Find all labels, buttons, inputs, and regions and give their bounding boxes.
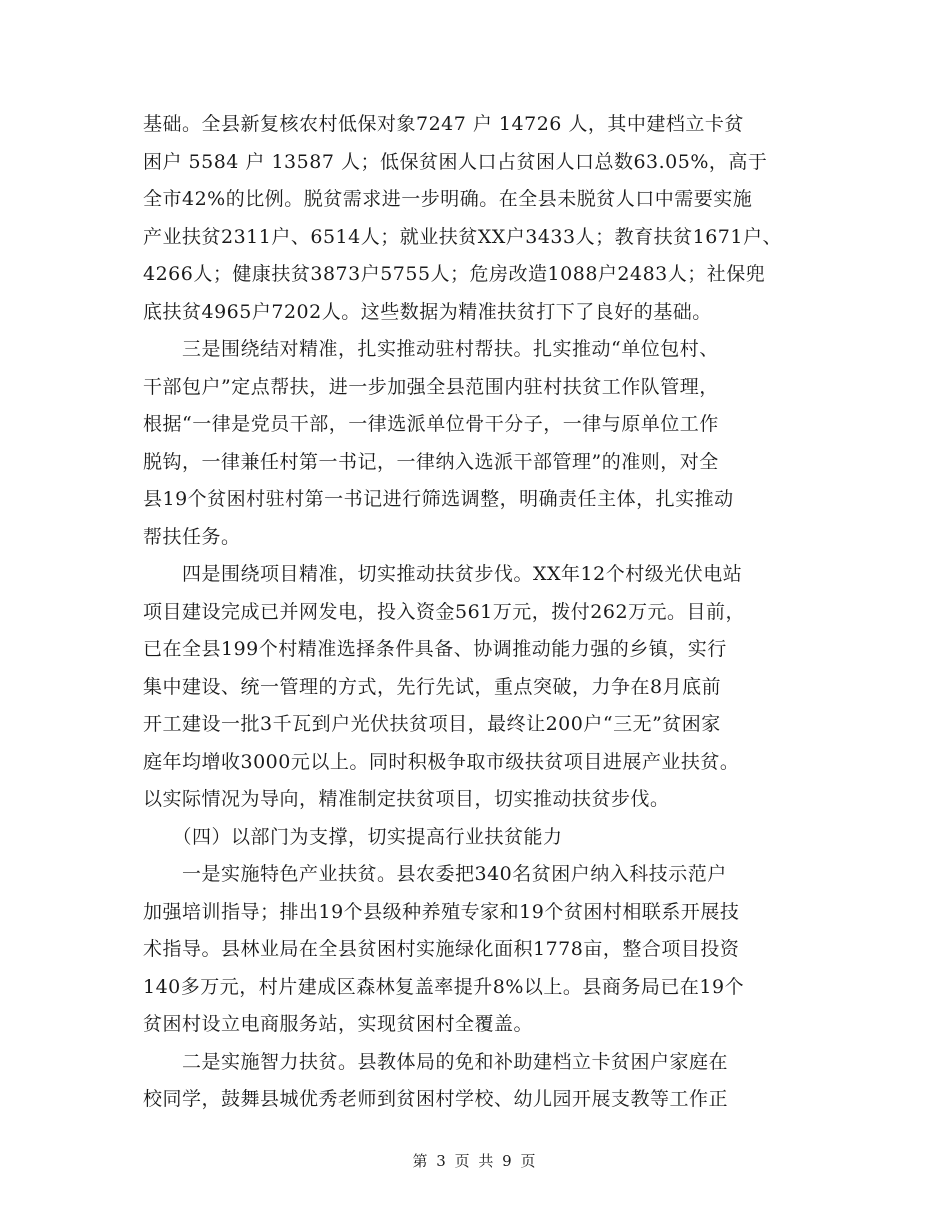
text-line: 术指导。县林业局在全县贫困村实施绿化面积1778亩，整合项目投资 — [143, 938, 740, 960]
text-line: 4266人；健康扶贫3873户5755人；危房改造1088户2483人；社保兜 — [143, 263, 766, 285]
text-line: 集中建设、统一管理的方式，先行先试，重点突破，力争在8月底前 — [143, 675, 722, 698]
text-line: 帮扶任务。 — [143, 525, 241, 548]
page-footer: 第 3 页 共 9 页 — [412, 1152, 538, 1170]
text-line: 三是围绕结对精准，扎实推动驻村帮扶。扎实推动“单位包村、 — [143, 338, 719, 360]
text-line: 基础。全县新复核农村低保对象7247 户 14726 人，其中建档立卡贫 — [143, 113, 744, 135]
text-line: 县19个贫困村驻村第一书记进行筛选调整，明确责任主体，扎实推动 — [143, 488, 734, 510]
text-line: 困户 5584 户 13587 人；低保贫困人口占贫困人口总数63.05%，高于 — [143, 150, 768, 173]
text-line: 已在全县199个村精准选择条件具备、协调推动能力强的乡镇，实行 — [143, 638, 727, 660]
text-line: 140多万元，村片建成区森林复盖率提升8%以上。县商务局已在19个 — [143, 975, 745, 998]
text-line: 脱钩，一律兼任村第一书记，一律纳入选派干部管理”的准则，对全 — [143, 450, 719, 473]
text-line: 校同学，鼓舞县城优秀老师到贫困村学校、幼儿园开展支教等工作正 — [143, 1088, 729, 1110]
text-line: 产业扶贫2311户、6514人；就业扶贫XX户3433人；教育扶贫1671户、 — [143, 225, 782, 248]
text-line: 贫困村设立电商服务站，实现贫困村全覆盖。 — [143, 1013, 534, 1035]
text-line: 干部包户”定点帮扶，进一步加强全县范围内驻村扶贫工作队管理， — [143, 375, 719, 398]
text-line: 项目建设完成已并网发电，投入资金561万元，拨付262万元。目前， — [143, 600, 746, 623]
text-line: 以实际情况为导向，精准制定扶贫项目，切实推动扶贫步伐。 — [143, 788, 670, 810]
section-heading: （四）以部门为支撑，切实提高行业扶贫能力 — [143, 825, 563, 848]
text-line: 一是实施特色产业扶贫。县农委把340名贫困户纳入科技示范户 — [143, 863, 727, 885]
text-line: 二是实施智力扶贫。县教体局的免和补助建档立卡贫困户家庭在 — [143, 1050, 729, 1073]
text-line: 底扶贫4965户7202人。这些数据为精准扶贫打下了良好的基础。 — [143, 300, 712, 323]
text-line: 根据“一律是党员干部，一律选派单位骨干分子，一律与原单位工作 — [143, 413, 719, 435]
text-line: 四是围绕项目精准，切实推动扶贫步伐。XX年12个村级光伏电站 — [143, 563, 743, 585]
text-line: 加强培训指导；排出19个县级种养殖专家和19个贫困村相联系开展技 — [143, 900, 740, 923]
document-body — [143, 106, 813, 1119]
text-line: 庭年均增收3000元以上。同时积极争取市级扶贫项目进展产业扶贫。 — [143, 750, 740, 773]
text-line: 全市42%的比例。脱贫需求进一步明确。在全县未脱贫人口中需要实施 — [143, 188, 753, 210]
text-line: 开工建设一批3千瓦到户光伏扶贫项目，最终让200户“三无”贫困家 — [143, 713, 721, 735]
